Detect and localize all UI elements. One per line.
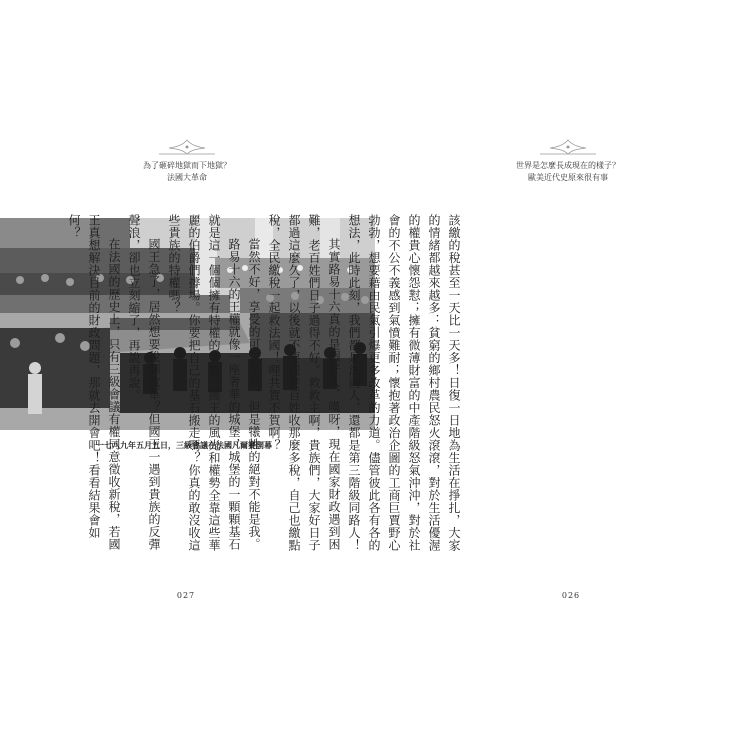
paragraph: 當然不好，享受的可以是我，但是犧牲的絕對不能是我。 <box>247 238 261 551</box>
page-number: 026 <box>561 591 581 600</box>
running-header-title: 世界是怎麼長成現在的樣子？ <box>516 161 620 170</box>
paragraph: 路易十六的王權就像一座奢華的城堡，城堡的一顆顆基石就是這一個個擁有特權的貴族。國王的風光和權勢全靠這些華麗的伯爵們撐場。你要把自己的基石搬走嗎？你真的敢沒收這些貴族的特權嗎？ <box>167 214 241 552</box>
running-header-title: 為了砸碎地獄而下地獄？ <box>143 161 231 170</box>
running-header-subtitle: 歐美近代史原來很有事 <box>528 173 608 182</box>
figure-caption: 一七八九年五月五日，三級會議在法國凡爾賽開幕 <box>96 441 272 450</box>
vertical-body-text <box>64 214 464 554</box>
paragraph: 其實路易十六真的是個好人，嘆呀，現在國家財政遇到困難，老百姓們日子過得不好。救救主啊，貴族們，大家好日子都過這麼久了，以後就不要跟老百姓收那麼多稅，自己也繳點稅，全民繳稅一起救法國！哩共賀不賀啊？ <box>267 214 341 552</box>
ornament-divider-icon <box>538 137 598 159</box>
ornament-divider-icon <box>157 137 217 159</box>
page-number: 027 <box>176 591 196 600</box>
paragraph: 在法國的歷史上，只有三級會議有權同意徵收新稅，若國王真想解決目前的財政問題，那就去開會吧！看看結果會如何？ <box>67 214 121 551</box>
paragraph: 國王急了，居然想要稅制改革？但國王一遇到貴族的反彈聲浪，卻也立刻縮了，再說再說。 <box>127 214 161 551</box>
paragraph: 該繳的稅甚至一天比一天多！日復一日地為生活在掙扎，大家的情緒都越來越多：貧窮的鄉村農民怒火滾滾，對於生活優渥的權貴心懷怨懟；擁有微薄財富的中產階級怒氣沖沖，對於社會的不公不義感到氣憤難耐；懷抱著政治企圖的工商巨賈野心勃勃，想要藉由民氣引爆更多改革的力道。儘管彼此各有各的想法，此時此刻，我們都是法國人，還都是第三階級同路人！ <box>347 214 461 552</box>
running-header-chapter: 法國大革命 <box>167 173 207 182</box>
